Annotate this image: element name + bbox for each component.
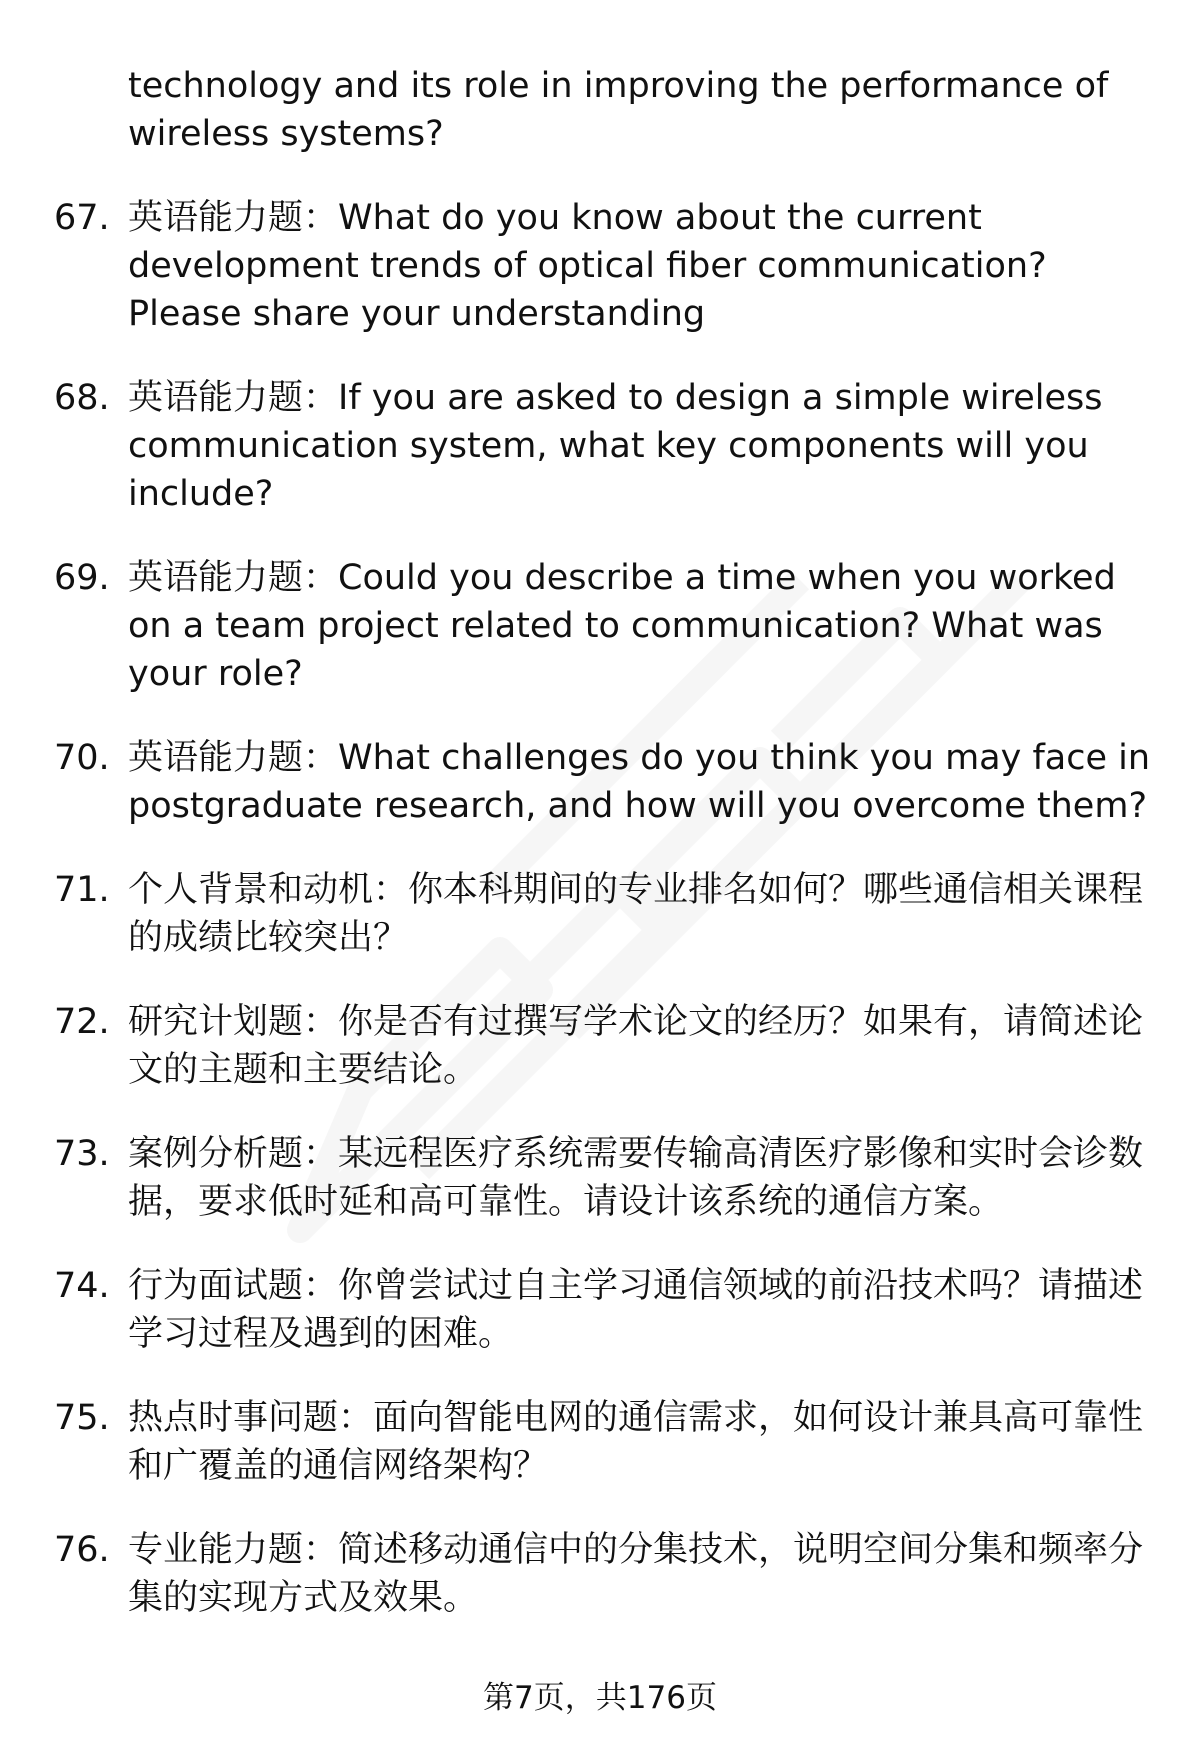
item-number: 70. <box>54 738 110 778</box>
question-list <box>0 194 1200 1622</box>
item-text: 热点时事问题：面向智能电网的通信需求，如何设计兼具高可靠性和广覆盖的通信网络架构？ <box>128 1398 1144 1486</box>
list-item <box>0 1526 1200 1622</box>
item-text: 行为面试题：你曾尝试过自主学习通信领域的前沿技术吗？请描述学习过程及遇到的困难。 <box>128 1266 1144 1354</box>
list-item <box>0 374 1200 518</box>
list-item <box>0 1130 1200 1226</box>
lead-paragraph: technology and its role in improving the performance of wireless systems? <box>128 66 1109 154</box>
item-text: 专业能力题：简述移动通信中的分集技术，说明空间分集和频率分集的实现方式及效果。 <box>128 1530 1144 1618</box>
item-text: 英语能力题：If you are asked to design a simple wireless communication system, what key components will you include? <box>128 378 1103 514</box>
list-item <box>0 194 1200 338</box>
item-text: 案例分析题：某远程医疗系统需要传输高清医疗影像和实时会诊数据，要求低时延和高可靠性。请设计该系统的通信方案。 <box>128 1134 1144 1222</box>
item-text: 研究计划题：你是否有过撰写学术论文的经历？如果有，请简述论文的主题和主要结论。 <box>128 1002 1144 1090</box>
item-number: 74. <box>54 1266 110 1306</box>
item-number: 67. <box>54 198 110 238</box>
list-item <box>0 998 1200 1094</box>
item-text: 英语能力题：What do you know about the current development trends of optical fiber communication? Please share your understanding <box>128 198 1047 334</box>
list-item <box>0 866 1200 962</box>
page-footer: 第7页，共176页 <box>483 1680 717 1716</box>
item-number: 72. <box>54 1002 110 1042</box>
list-item <box>0 554 1200 698</box>
item-text: 英语能力题：Could you describe a time when you worked on a team project related to communication? What was your role? <box>128 558 1116 694</box>
item-text: 英语能力题：What challenges do you think you may face in postgraduate research, and how will you overcome them? <box>128 738 1151 826</box>
item-number: 76. <box>54 1530 110 1570</box>
document-body <box>0 62 1200 1658</box>
item-number: 68. <box>54 378 110 418</box>
item-number: 71. <box>54 870 110 910</box>
item-number: 75. <box>54 1398 110 1438</box>
item-number: 73. <box>54 1134 110 1174</box>
list-item <box>0 1262 1200 1358</box>
list-item <box>0 734 1200 830</box>
item-text: 个人背景和动机：你本科期间的专业排名如何？哪些通信相关课程的成绩比较突出？ <box>128 870 1144 958</box>
list-item <box>0 1394 1200 1490</box>
item-number: 69. <box>54 558 110 598</box>
